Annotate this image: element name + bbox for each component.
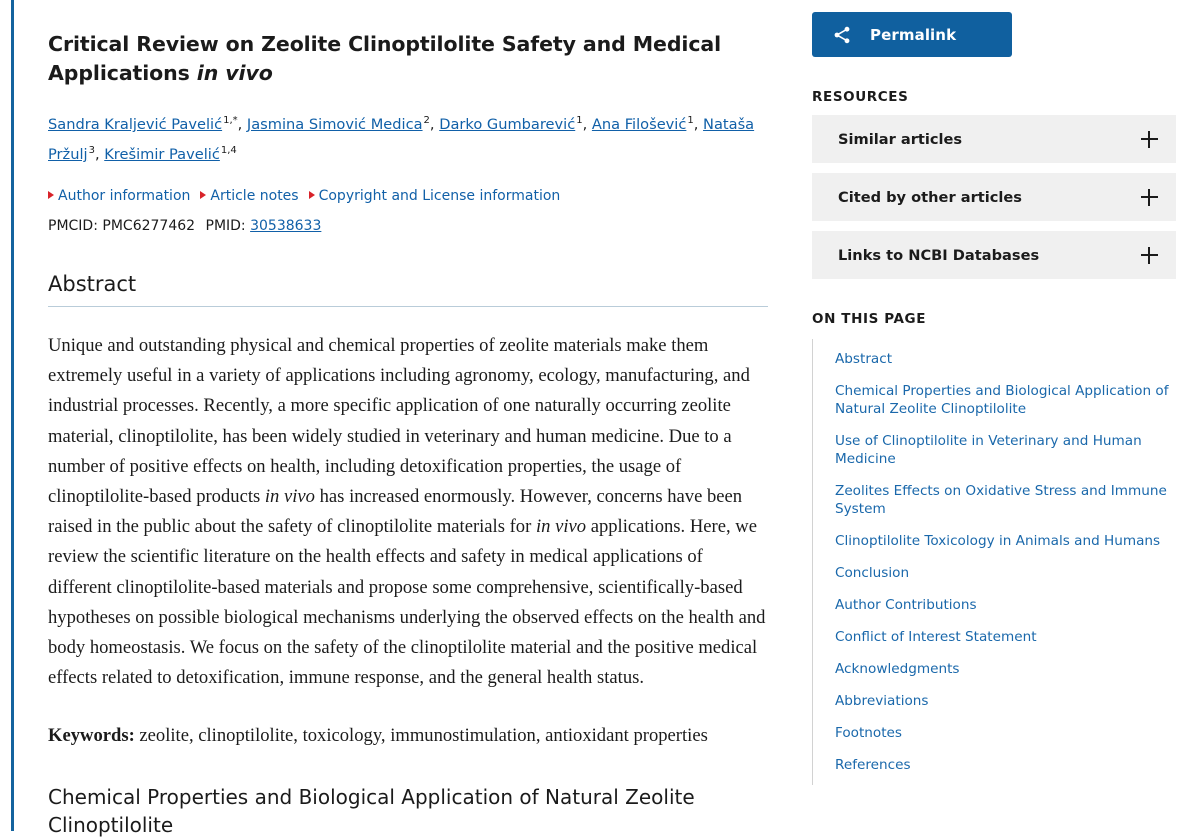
author-name: Jasmina Simović Medica [246,116,423,133]
otp-item-chemical-properties[interactable]: Chemical Properties and Biological Application of Natural Zeolite Clinoptilolite [835,383,1169,417]
abstract-part-3: applications. Here, we review the scientific literature on the health effects and safety in medical applications of different clinoptilolite-based materials and propose some comprehensive, scientifically-based hypotheses on possible biological mechanisms underlying the observed effects on the health and body homeostasis. We focus on the safety of the clinoptilolite material and the positive medical effects related to detoxification, immune response, and the general health status. [48,516,766,689]
copyright-license-toggle[interactable] [309,188,561,204]
article-notes-label: Article notes [210,188,299,204]
abstract-italic-2: in vivo [535,516,587,538]
author-information-toggle[interactable] [48,188,190,204]
next-section-heading: Chemical Properties and Biological Application of Natural Zeolite Clinoptilolite [48,785,695,838]
permalink-label: Permalink [870,25,957,44]
abstract-italic-1: in vivo [264,486,315,508]
resource-cited-by-other-articles[interactable] [812,173,1176,221]
plus-icon [1141,189,1158,206]
article-title-text: Critical Review on Zeolite Clinoptilolite Safety and Medical Applications [48,32,722,85]
author-name: Nataša Pržulj [48,116,755,163]
pmcid-label: PMCID: [48,218,98,234]
on-this-page-nav [812,339,1176,785]
otp-item-conflict-of-interest[interactable]: Conflict of Interest Statement [835,629,1037,645]
copyright-license-label: Copyright and License information [318,188,561,204]
plus-icon [1141,131,1158,148]
otp-item-abbreviations[interactable]: Abbreviations [835,693,929,709]
permalink-button[interactable] [812,12,1012,57]
left-accent-rail [11,0,14,831]
author-name: Darko Gumbarević [439,116,576,133]
resource-similar-articles[interactable] [812,115,1176,163]
article-notes-toggle[interactable] [200,188,298,204]
otp-item-use-of-clinoptilolite[interactable]: Use of Clinoptilolite in Veterinary and Human Medicine [835,433,1142,467]
otp-item-zeolites-effects[interactable]: Zeolites Effects on Oxidative Stress and Immune System [835,483,1167,517]
resource-label: Links to NCBI Databases [838,246,1040,264]
share-icon [832,25,852,45]
keywords-value: zeolite, clinoptilolite, toxicology, immunostimulation, antioxidant properties [134,725,708,747]
otp-item-references[interactable]: References [835,757,911,773]
otp-item-conclusion[interactable]: Conclusion [835,565,910,581]
resource-links-to-ncbi-databases[interactable] [812,231,1176,279]
author-link[interactable] [104,146,220,163]
author-name: Sandra Kraljević Pavelić [48,116,223,133]
keywords-row [48,721,768,751]
abstract-part-2: has increased enormously. However, concerns have been raised in the public about the safety of clinoptilolite materials for [48,486,743,538]
resource-label: Similar articles [838,130,963,148]
author-affiliation-marker: 1 [576,115,583,127]
page-title [48,0,768,88]
otp-item-acknowledgments[interactable]: Acknowledgments [835,661,960,677]
author-affiliation-marker: 3 [88,145,95,157]
article-title-italic: in vivo [196,61,273,85]
abstract-heading: Abstract [48,270,768,307]
author-link[interactable] [439,116,575,133]
keywords-label: Keywords: [48,725,135,747]
sidebar [800,0,1200,785]
author-list: Sandra Kraljević Pavelić$^{1,*}$, Jasmina Simović Medica$^2$, Darko Gumbarević$^1$, Ana Filošević$^1$, Nataša Pržulj$^3$, Krešimir Pavelić$^{1,4}$ [48,115,755,163]
identifier-row [48,218,768,234]
author-information-label: Author information [58,188,191,204]
abstract-part-1: Unique and outstanding physical and chemical properties of zeolite materials make them extremely useful in a variety of applications including agronomy, ecology, manufacturing, and industrial processes. Recently, a more specific application of one naturally occurring zeolite material, clinoptilolite, has been widely studied in veterinary and human medicine. Due to a number of positive effects on health, including detoxification properties, the usage of clinoptilolite-based products [48,335,750,508]
otp-item-abstract[interactable]: Abstract [835,351,893,367]
triangle-right-icon [200,191,206,199]
author-name: Ana Filošević [591,116,687,133]
resource-label: Cited by other articles [838,188,1022,206]
pmcid-value: PMC6277462 [102,218,196,234]
otp-item-author-contributions[interactable]: Author Contributions [835,597,977,613]
otp-item-clinoptilolite-toxicology[interactable]: Clinoptilolite Toxicology in Animals and Humans [835,533,1161,549]
author-affiliation-marker: 2 [423,115,430,127]
on-this-page-caption: ON THIS PAGE [812,311,927,327]
author-affiliation-marker: 1,4 [220,145,237,157]
author-affiliation-marker: 1,* [223,115,238,127]
author-affiliation-marker: 1 [687,115,694,127]
pmid-label: PMID: [205,218,246,234]
author-name: Krešimir Pavelić [104,146,220,163]
author-link[interactable] [247,116,423,133]
resources-caption: RESOURCES [812,89,909,105]
author-link[interactable] [48,116,222,133]
article-meta-links [48,186,768,206]
pmid-link[interactable]: 30538633 [250,218,322,234]
triangle-right-icon [48,191,54,199]
author-link[interactable] [592,116,686,133]
triangle-right-icon [309,191,315,199]
abstract-text [48,331,768,693]
otp-item-footnotes[interactable]: Footnotes [835,725,903,741]
plus-icon [1141,247,1158,264]
